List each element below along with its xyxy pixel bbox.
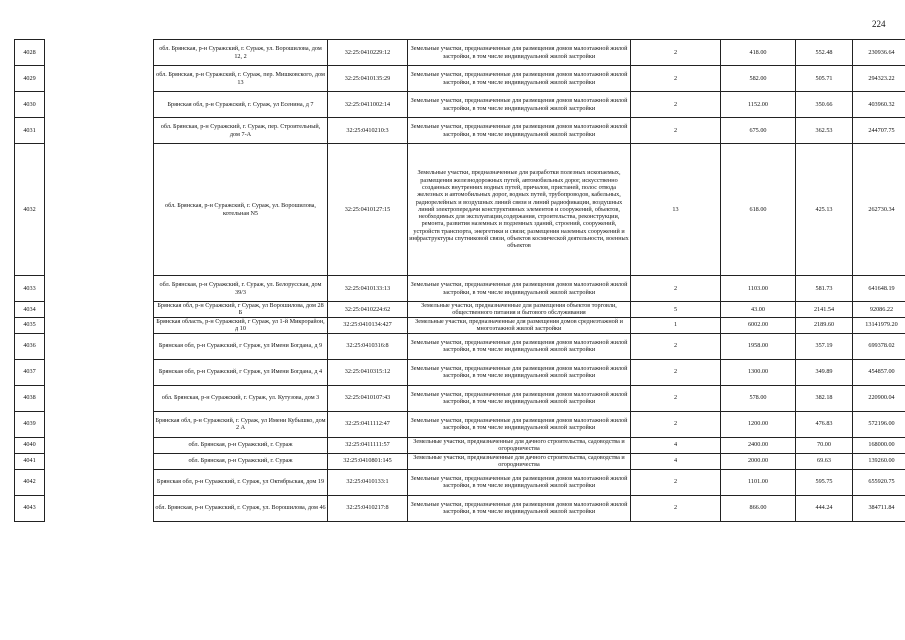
rate-cell: 382.18 [796, 385, 853, 411]
spacer-cell [45, 385, 154, 411]
area-cell: 675.00 [721, 118, 796, 144]
row-id: 4036 [15, 333, 45, 359]
land-use-cell: Земельные участки, предназначенные для размещения домов малоэтажной жилой застройки, в том числе индивидуальной жилой застройки [408, 276, 631, 302]
table-row [15, 453, 905, 469]
area-cell: 582.00 [721, 66, 796, 92]
row-id: 4030 [15, 92, 45, 118]
table-row [15, 144, 905, 276]
spacer-cell [45, 276, 154, 302]
rate-cell: 357.19 [796, 333, 853, 359]
rate-cell: 595.75 [796, 469, 853, 495]
cadastral-number-cell: 32:25:0410224:62 [328, 302, 408, 318]
address-cell: обл. Брянская, р-н Суражский, г. Сураж, ул. Кутузова, дом 3 [154, 385, 328, 411]
row-id: 4034 [15, 302, 45, 318]
address-cell: Брянская область, р-н Суражский, г Сураж, ул 1-й Микрорайон, д 10 [154, 317, 328, 333]
area-cell: 6002.00 [721, 317, 796, 333]
address-cell: Брянская обл, р-н Суражский, г Сураж, ул Ворошилова, дом 28 Б [154, 302, 328, 318]
land-use-cell: Земельные участки, предназначенные для дачного строительства, садоводства и огородничества [408, 453, 631, 469]
group-code-cell: 2 [631, 385, 721, 411]
group-code-cell: 2 [631, 40, 721, 66]
group-code-cell: 5 [631, 302, 721, 318]
group-code-cell: 2 [631, 333, 721, 359]
rate-cell: 349.89 [796, 359, 853, 385]
spacer-cell [45, 437, 154, 453]
cadastral-value-cell: 655920.75 [853, 469, 905, 495]
table-row [15, 317, 905, 333]
row-id: 4032 [15, 144, 45, 276]
address-cell: обл. Брянская, р-н Суражский, г. Сураж [154, 437, 328, 453]
land-use-cell: Земельные участки, предназначенные для размещения объектов торговли, общественного питания и бытового обслуживания [408, 302, 631, 318]
cadastral-number-cell: 32:25:0411111:57 [328, 437, 408, 453]
table-row [15, 385, 905, 411]
spacer-cell [45, 359, 154, 385]
address-cell: обл. Брянская, р-н Суражский, г. Сураж, ул. Белорусская, дом 39/3 [154, 276, 328, 302]
spacer-cell [45, 118, 154, 144]
area-cell: 1101.00 [721, 469, 796, 495]
address-cell: Брянская обл, р-н Суражский, г. Сураж, ул Есенина, д 7 [154, 92, 328, 118]
area-cell: 1958.00 [721, 333, 796, 359]
table-body [15, 40, 905, 522]
table-row [15, 411, 905, 437]
land-registry-table [14, 39, 905, 522]
cadastral-number-cell: 32:25:0410133:1 [328, 469, 408, 495]
table-row [15, 333, 905, 359]
cadastral-number-cell: 32:25:0410229:12 [328, 40, 408, 66]
rate-cell: 69.63 [796, 453, 853, 469]
cadastral-number-cell: 32:25:0410127:15 [328, 144, 408, 276]
land-use-cell: Земельные участки, предназначенные для дачного строительства, садоводства и огородничества [408, 437, 631, 453]
group-code-cell: 2 [631, 276, 721, 302]
rate-cell: 70.00 [796, 437, 853, 453]
cadastral-value-cell: 13141979.20 [853, 317, 905, 333]
area-cell: 1200.00 [721, 411, 796, 437]
row-id: 4038 [15, 385, 45, 411]
area-cell: 866.00 [721, 495, 796, 521]
group-code-cell: 2 [631, 66, 721, 92]
land-use-cell: Земельные участки, предназначенные для размещения домов малоэтажной жилой застройки, в том числе индивидуальной жилой застройки [408, 411, 631, 437]
address-cell: Брянская обл, р-н Суражский, г Сураж, ул Имени Богдана, д 9 [154, 333, 328, 359]
area-cell: 1103.00 [721, 276, 796, 302]
group-code-cell: 2 [631, 469, 721, 495]
cadastral-number-cell: 32:25:0410133:13 [328, 276, 408, 302]
land-use-cell: Земельные участки, предназначенные для разработки полезных ископаемых, размещения железнодорожных путей, автомобильных дорог, искусственно созданных внутренних водных путей, причалов, пристаней, полос отвода железных и автомобильных дорог, водных путей, трубопроводов, кабельных, радиорелейных и воздушных линий связи и линий радиофикации, воздушных линий электропередачи конструктивных элементов и сооружений, объектов, необходимых для эксплуатации,содержания, строительства, реконструкции, ремонта, развития наземных и подземных зданий, строений, сооружений, устройств транспорта, энергетики и связи; размещения наземных сооружений и инфраструктуры спутниковой связи, объектов космической деятельности, военных объектов [408, 144, 631, 276]
cadastral-value-cell: 454857.00 [853, 359, 905, 385]
land-use-cell: Земельные участки, предназначенные для размещения домов малоэтажной жилой застройки, в том числе индивидуальной жилой застройки [408, 469, 631, 495]
rate-cell: 2141.54 [796, 302, 853, 318]
row-id: 4033 [15, 276, 45, 302]
row-id: 4039 [15, 411, 45, 437]
address-cell: Брянская обл, р-н Суражский, г Сураж, ул Имени Богдана, д 4 [154, 359, 328, 385]
cadastral-number-cell: 32:25:0411002:14 [328, 92, 408, 118]
spacer-cell [45, 66, 154, 92]
row-id: 4043 [15, 495, 45, 521]
table-row [15, 359, 905, 385]
land-use-cell: Земельные участки, предназначенные для размещения домов малоэтажной жилой застройки, в том числе индивидуальной жилой застройки [408, 66, 631, 92]
table-row [15, 40, 905, 66]
cadastral-number-cell: 32:25:0410210:3 [328, 118, 408, 144]
spacer-cell [45, 144, 154, 276]
cadastral-value-cell: 699378.02 [853, 333, 905, 359]
row-id: 4035 [15, 317, 45, 333]
cadastral-number-cell: 32:25:0411112:47 [328, 411, 408, 437]
cadastral-number-cell: 32:25:0410135:29 [328, 66, 408, 92]
cadastral-value-cell: 403960.32 [853, 92, 905, 118]
area-cell: 1152.00 [721, 92, 796, 118]
rate-cell: 425.13 [796, 144, 853, 276]
cadastral-number-cell: 32:25:0410107:43 [328, 385, 408, 411]
row-id: 4037 [15, 359, 45, 385]
row-id: 4040 [15, 437, 45, 453]
cadastral-value-cell: 220900.04 [853, 385, 905, 411]
spacer-cell [45, 317, 154, 333]
cadastral-value-cell: 139260.00 [853, 453, 905, 469]
area-cell: 2000.00 [721, 453, 796, 469]
address-cell: обл. Брянская, р-н Суражский, г. Сураж, ул. Ворошилова, дом 12, 2 [154, 40, 328, 66]
cadastral-value-cell: 294323.22 [853, 66, 905, 92]
spacer-cell [45, 333, 154, 359]
cadastral-value-cell: 244707.75 [853, 118, 905, 144]
spacer-cell [45, 302, 154, 318]
land-use-cell: Земельные участки, предназначенные для размещения домов малоэтажной жилой застройки, в том числе индивидуальной жилой застройки [408, 385, 631, 411]
address-cell: обл. Брянская, р-н Суражский, г. Сураж [154, 453, 328, 469]
row-id: 4041 [15, 453, 45, 469]
row-id: 4029 [15, 66, 45, 92]
spacer-cell [45, 469, 154, 495]
address-cell: обл. Брянская, р-н Суражский, г. Сураж, ул. Ворошилова, котельная N5 [154, 144, 328, 276]
table-row [15, 495, 905, 521]
cadastral-value-cell: 262730.34 [853, 144, 905, 276]
spacer-cell [45, 92, 154, 118]
table-row [15, 437, 905, 453]
rate-cell: 505.71 [796, 66, 853, 92]
land-use-cell: Земельные участки, предназначенные для размещения домов малоэтажной жилой застройки, в том числе индивидуальной жилой застройки [408, 495, 631, 521]
row-id: 4031 [15, 118, 45, 144]
cadastral-value-cell: 168000.00 [853, 437, 905, 453]
address-cell: обл. Брянская, р-н Суражский, г. Сураж, пер. Мишковского, дом 13 [154, 66, 328, 92]
rate-cell: 350.66 [796, 92, 853, 118]
address-cell: Брянская обл, р-н Суражский, г. Сураж, ул Октябрьская, дом 19 [154, 469, 328, 495]
table-row [15, 118, 905, 144]
cadastral-value-cell: 572196.00 [853, 411, 905, 437]
group-code-cell: 4 [631, 437, 721, 453]
spacer-cell [45, 40, 154, 66]
table-row [15, 92, 905, 118]
group-code-cell: 2 [631, 411, 721, 437]
spacer-cell [45, 495, 154, 521]
area-cell: 43.00 [721, 302, 796, 318]
area-cell: 618.00 [721, 144, 796, 276]
table-row [15, 66, 905, 92]
area-cell: 418.00 [721, 40, 796, 66]
spacer-cell [45, 411, 154, 437]
row-id: 4042 [15, 469, 45, 495]
land-use-cell: Земельные участки, предназначенные для размещения домов малоэтажной жилой застройки, в том числе индивидуальной жилой застройки [408, 118, 631, 144]
area-cell: 578.00 [721, 385, 796, 411]
rate-cell: 581.73 [796, 276, 853, 302]
rate-cell: 476.83 [796, 411, 853, 437]
address-cell: обл. Брянская, р-н Суражский, г. Сураж, ул. Ворошилова, дом 46 [154, 495, 328, 521]
address-cell: Брянская обл, р-н Суражский, г. Сураж, ул Имени Кубышко, дом 2 А [154, 411, 328, 437]
rate-cell: 552.48 [796, 40, 853, 66]
group-code-cell: 13 [631, 144, 721, 276]
land-use-cell: Земельные участки, предназначенные для размещения домов малоэтажной жилой застройки, в том числе индивидуальной жилой застройки [408, 92, 631, 118]
area-cell: 2400.00 [721, 437, 796, 453]
group-code-cell: 2 [631, 118, 721, 144]
group-code-cell: 4 [631, 453, 721, 469]
cadastral-value-cell: 92086.22 [853, 302, 905, 318]
land-use-cell: Земельные участки, предназначенные для размещения домов среднеэтажной и многоэтажной жилой застройки [408, 317, 631, 333]
cadastral-number-cell: 32:25:0410316:8 [328, 333, 408, 359]
rate-cell: 2189.60 [796, 317, 853, 333]
table-row [15, 469, 905, 495]
spacer-cell [45, 453, 154, 469]
group-code-cell: 2 [631, 359, 721, 385]
cadastral-value-cell: 384711.84 [853, 495, 905, 521]
table-row [15, 302, 905, 318]
rate-cell: 444.24 [796, 495, 853, 521]
table-row [15, 276, 905, 302]
rate-cell: 362.53 [796, 118, 853, 144]
cadastral-value-cell: 641648.19 [853, 276, 905, 302]
group-code-cell: 2 [631, 495, 721, 521]
land-use-cell: Земельные участки, предназначенные для размещения домов малоэтажной жилой застройки, в том числе индивидуальной жилой застройки [408, 333, 631, 359]
address-cell: обл. Брянская, р-н Суражский, г. Сураж, пер. Строительный, дом 7-А [154, 118, 328, 144]
area-cell: 1300.00 [721, 359, 796, 385]
cadastral-number-cell: 32:25:0410217:8 [328, 495, 408, 521]
land-use-cell: Земельные участки, предназначенные для размещения домов малоэтажной жилой застройки, в том числе индивидуальной жилой застройки [408, 359, 631, 385]
cadastral-value-cell: 230936.64 [853, 40, 905, 66]
land-use-cell: Земельные участки, предназначенные для размещения домов малоэтажной жилой застройки, в том числе индивидуальной жилой застройки [408, 40, 631, 66]
cadastral-number-cell: 32:25:0410801:145 [328, 453, 408, 469]
cadastral-number-cell: 32:25:0410315:12 [328, 359, 408, 385]
page-number: 224 [872, 19, 886, 29]
cadastral-number-cell: 32:25:0410134:427 [328, 317, 408, 333]
group-code-cell: 1 [631, 317, 721, 333]
row-id: 4028 [15, 40, 45, 66]
group-code-cell: 2 [631, 92, 721, 118]
